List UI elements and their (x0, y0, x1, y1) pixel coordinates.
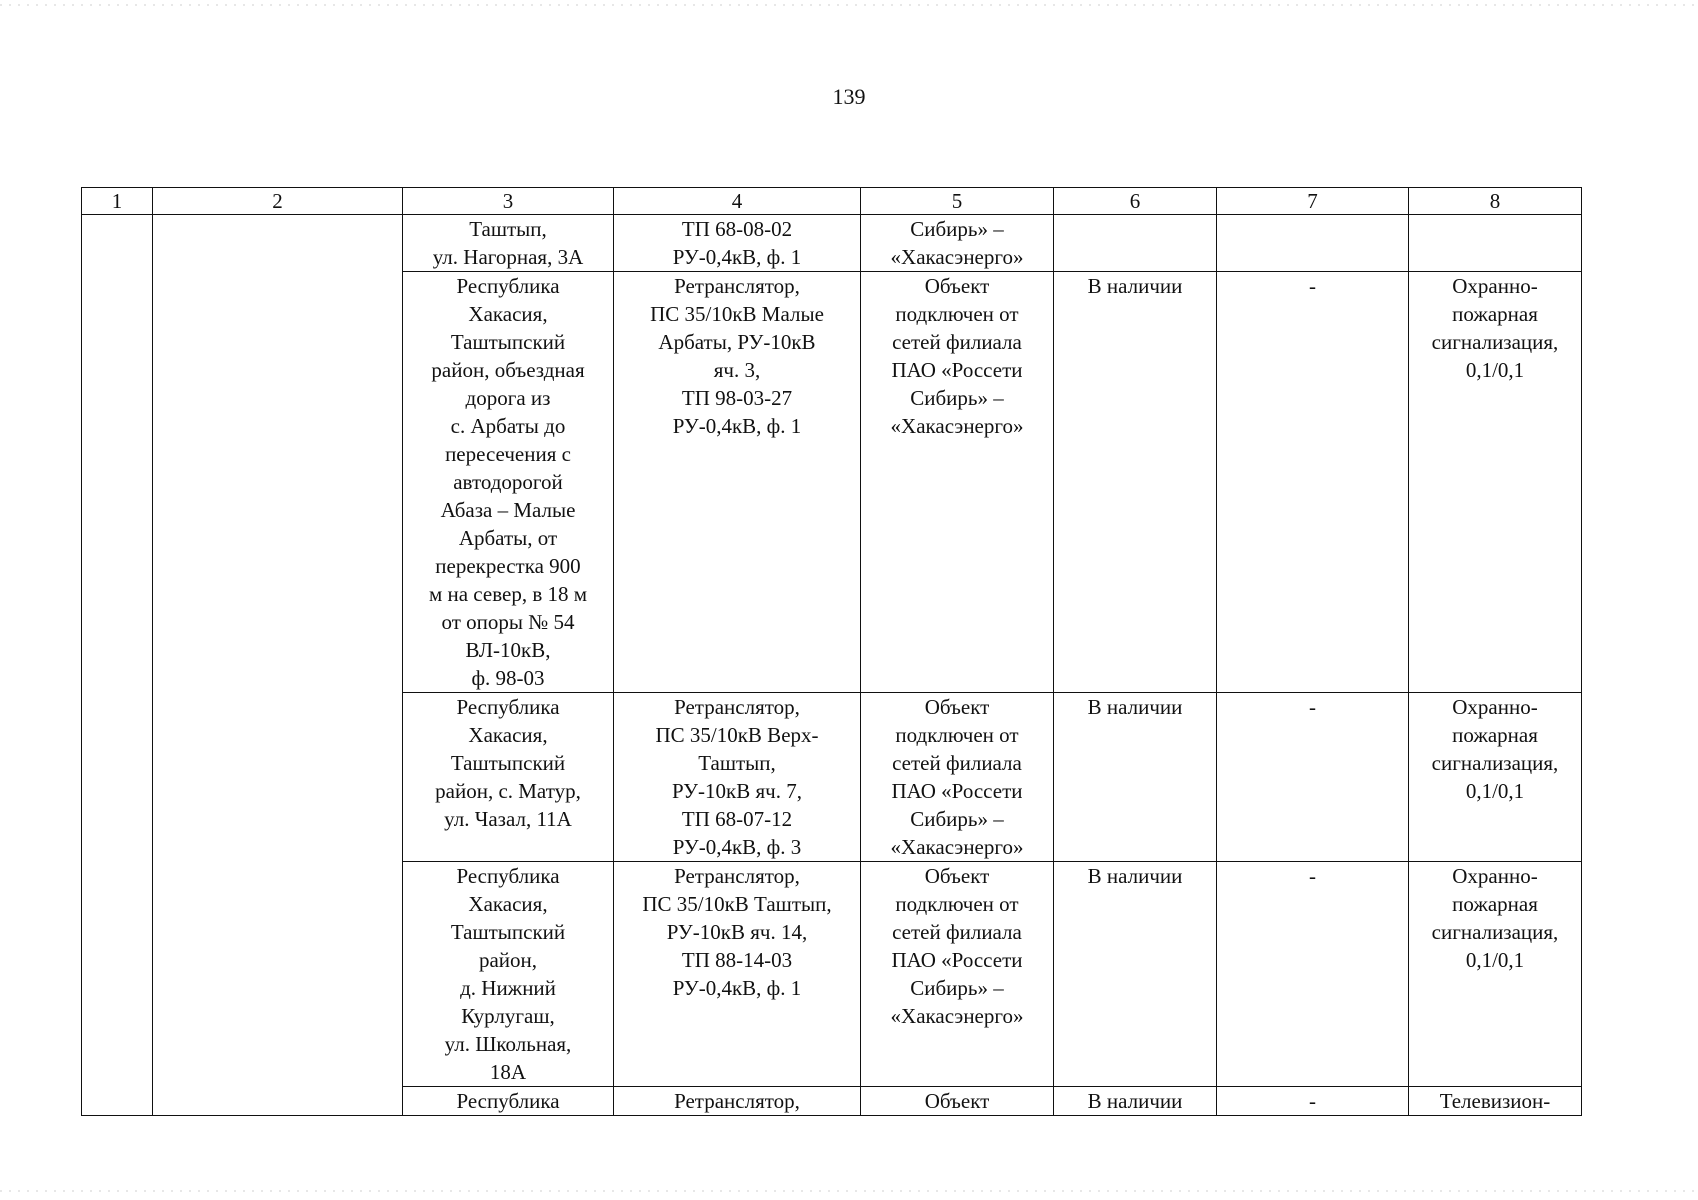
column-header: 7 (1217, 188, 1409, 215)
table-cell-connection: Объект (861, 1087, 1054, 1116)
table-cell-equipment: Ретранслятор, ПС 35/10кВ Малые Арбаты, РУ-10кВ яч. 3, ТП 98-03-27 РУ-0,4кВ, ф. 1 (614, 272, 861, 693)
table-cell-7: - (1217, 862, 1409, 1087)
table-cell-1 (82, 215, 153, 1116)
table-cell-7: - (1217, 693, 1409, 862)
table-cell-alarm (1409, 215, 1582, 272)
column-header: 1 (82, 188, 153, 215)
table-cell-2 (153, 215, 403, 1116)
scan-noise-top (0, 4, 1698, 6)
column-header: 2 (153, 188, 403, 215)
table-cell-equipment: Ретранслятор, (614, 1087, 861, 1116)
table-cell-equipment: ТП 68-08-02 РУ-0,4кВ, ф. 1 (614, 215, 861, 272)
column-header: 4 (614, 188, 861, 215)
table-cell-equipment: Ретранслятор, ПС 35/10кВ Таштып, РУ-10кВ яч. 14, ТП 88-14-03 РУ-0,4кВ, ф. 1 (614, 862, 861, 1087)
table-cell-connection: Сибирь» – «Хакасэнерго» (861, 215, 1054, 272)
table-cell-address: Таштып, ул. Нагорная, 3А (403, 215, 614, 272)
table-cell-connection: Объект подключен от сетей филиала ПАО «Россети Сибирь» – «Хакасэнерго» (861, 693, 1054, 862)
table-cell-alarm: Охранно- пожарная сигнализация, 0,1/0,1 (1409, 862, 1582, 1087)
table-cell-availability (1054, 215, 1217, 272)
table-cell-7: - (1217, 1087, 1409, 1116)
table-cell-address: Республика (403, 1087, 614, 1116)
table-cell-availability: В наличии (1054, 862, 1217, 1087)
table-cell-equipment: Ретранслятор, ПС 35/10кВ Верх- Таштып, РУ-10кВ яч. 7, ТП 68-07-12 РУ-0,4кВ, ф. 3 (614, 693, 861, 862)
table-cell-alarm: Охранно- пожарная сигнализация, 0,1/0,1 (1409, 693, 1582, 862)
table-cell-address: Республика Хакасия, Таштыпский район, объездная дорога из с. Арбаты до пересечения с автодорогой Абаза – Малые Арбаты, от перекрестка 900 м на север, в 18 м от опоры № 54 ВЛ-10кВ, ф. 98-03 (403, 272, 614, 693)
column-header: 5 (861, 188, 1054, 215)
table-cell-7: - (1217, 272, 1409, 693)
table-cell-availability: В наличии (1054, 693, 1217, 862)
table-cell-7 (1217, 215, 1409, 272)
table-cell-availability: В наличии (1054, 272, 1217, 693)
table-cell-availability: В наличии (1054, 1087, 1217, 1116)
header-row (82, 188, 1582, 215)
page-number: 139 (832, 84, 866, 109)
column-header: 3 (403, 188, 614, 215)
table-cell-address: Республика Хакасия, Таштыпский район, д. Нижний Курлугаш, ул. Школьная, 18А (403, 862, 614, 1087)
table-cell-address: Республика Хакасия, Таштыпский район, с. Матур, ул. Чазал, 11А (403, 693, 614, 862)
table-cell-alarm: Телевизион- (1409, 1087, 1582, 1116)
column-header: 6 (1054, 188, 1217, 215)
table-cell-connection: Объект подключен от сетей филиала ПАО «Россети Сибирь» – «Хакасэнерго» (861, 862, 1054, 1087)
scan-noise-bottom (0, 1190, 1698, 1192)
table-cell-connection: Объект подключен от сетей филиала ПАО «Россети Сибирь» – «Хакасэнерго» (861, 272, 1054, 693)
table-cell-alarm: Охранно- пожарная сигнализация, 0,1/0,1 (1409, 272, 1582, 693)
table-row (82, 215, 1582, 272)
column-header: 8 (1409, 188, 1582, 215)
data-table (81, 187, 1582, 1116)
